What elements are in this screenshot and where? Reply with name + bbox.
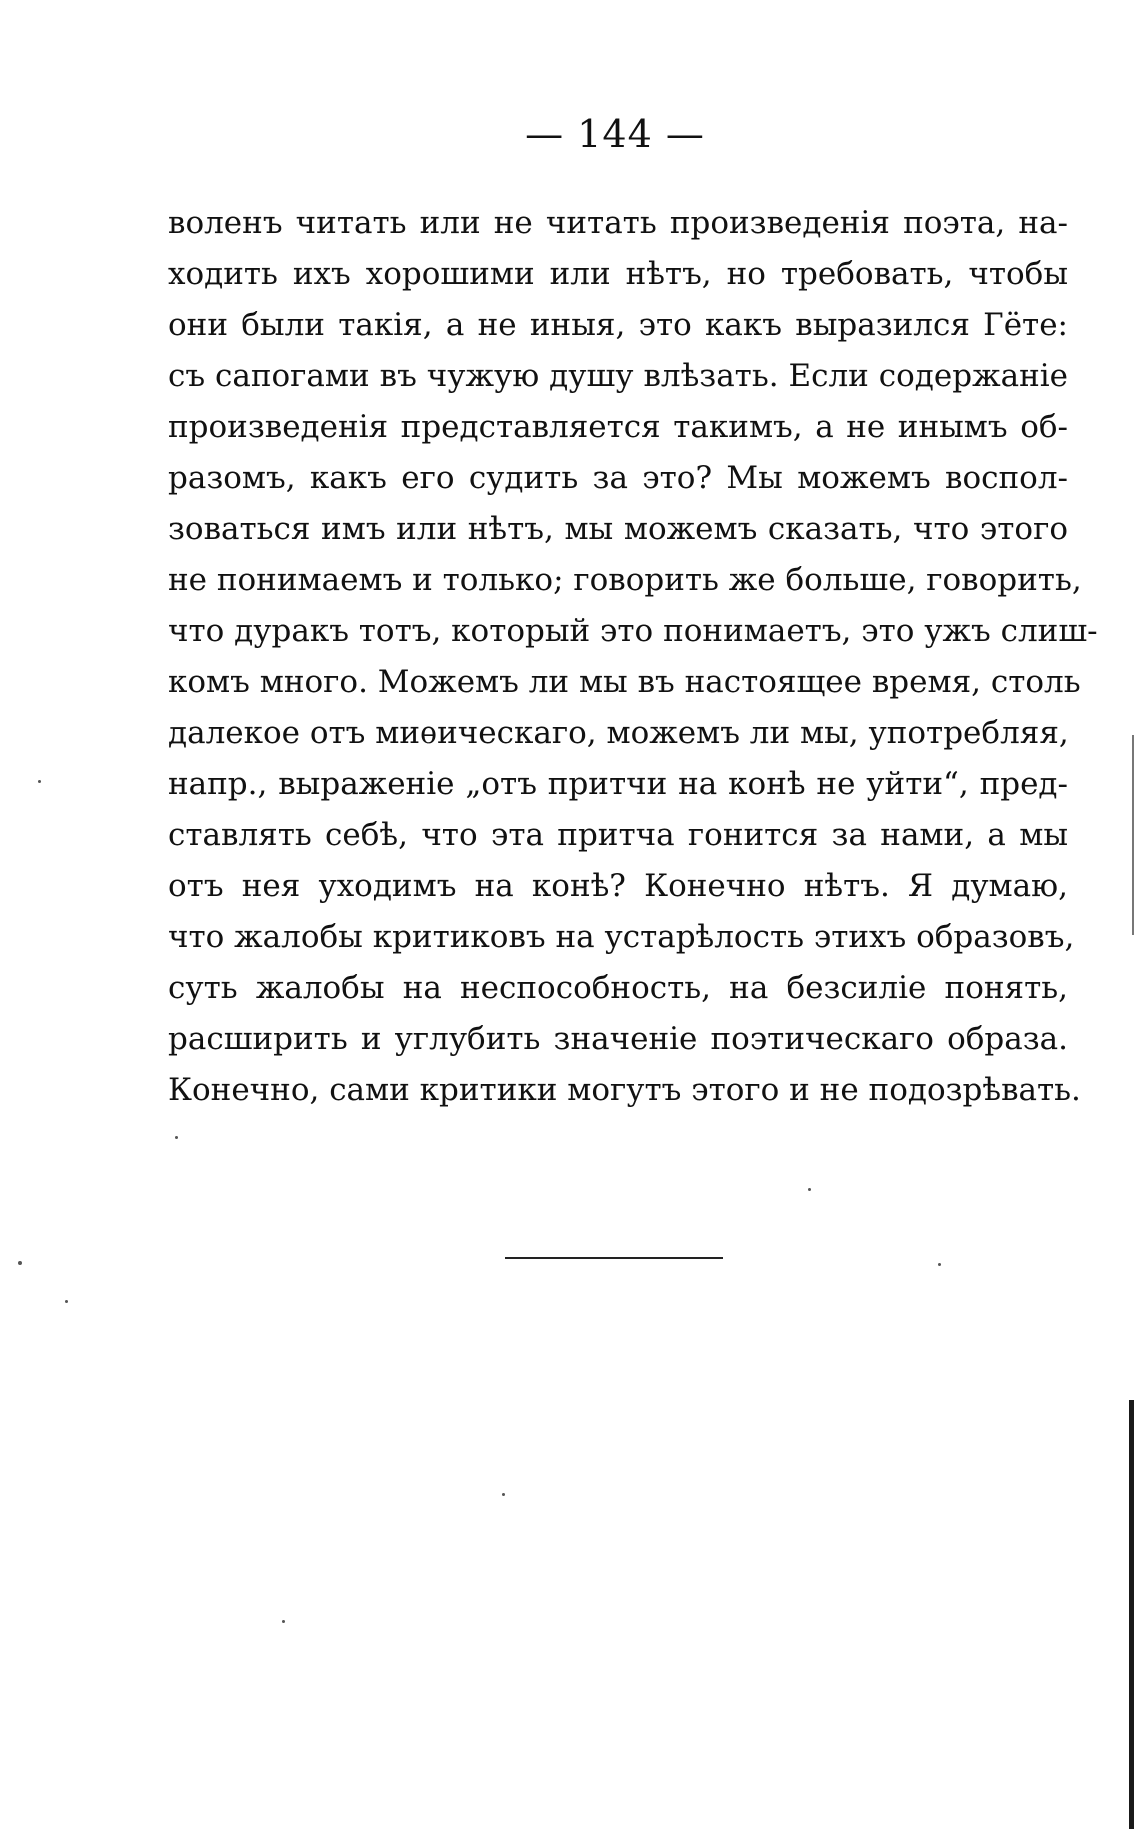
scan-speck: [938, 1263, 941, 1266]
scan-speck: [65, 1300, 68, 1303]
text-line: что дуракъ тотъ, который это понимаетъ, это ужъ слиш-: [168, 613, 1098, 649]
text-line: ставлять себѣ, что эта притча гонится за нами, а мы: [168, 817, 1068, 853]
body-paragraph: [168, 198, 1098, 1116]
text-line: Конечно, сами критики могутъ этого и не подозрѣвать.: [168, 1072, 1081, 1108]
scan-edge-mark: [1129, 1400, 1134, 1829]
text-line: отъ нея уходимъ на конѣ? Конечно нѣтъ. Я думаю,: [168, 868, 1068, 904]
text-line: суть жалобы на неспособность, на безсиліе понять,: [168, 970, 1068, 1006]
scan-speck: [502, 1493, 505, 1496]
text-line: что жалобы критиковъ на устарѣлость этихъ образовъ,: [168, 919, 1075, 955]
text-line: не понимаемъ и только; говорить же больше, говорить,: [168, 562, 1082, 598]
text-line: комъ много. Можемъ ли мы въ настоящее время, столь: [168, 664, 1081, 700]
page-number: — 144 —: [525, 112, 705, 156]
text-line: ходить ихъ хорошими или нѣтъ, но требовать, чтобы: [168, 256, 1068, 292]
section-end-rule: [505, 1257, 723, 1259]
text-line: напр., выраженіе „отъ притчи на конѣ не уйти“, пред-: [168, 766, 1068, 802]
text-line: произведенія представляется такимъ, а не инымъ об-: [168, 409, 1068, 445]
text-line: воленъ читать или не читать произведенія поэта, на-: [168, 205, 1068, 241]
scan-speck: [808, 1188, 811, 1191]
text-line: съ сапогами въ чужую душу влѣзать. Если содержаніе: [168, 358, 1068, 394]
text-line: они были такія, а не иныя, это какъ выразился Гёте:: [168, 307, 1068, 343]
scan-edge-mark: [1132, 735, 1134, 935]
scan-speck: [282, 1620, 285, 1623]
scan-speck: [18, 1261, 22, 1265]
text-line: расширить и углубить значеніе поэтическаго образа.: [168, 1021, 1068, 1057]
scan-speck: [38, 780, 41, 783]
scan-speck: [175, 1136, 178, 1139]
text-line: разомъ, какъ его судить за это? Мы можемъ воспол-: [168, 460, 1068, 496]
text-line: далекое отъ миѳическаго, можемъ ли мы, употребляя,: [168, 715, 1069, 751]
text-line: зоваться имъ или нѣтъ, мы можемъ сказать, что этого: [168, 511, 1068, 547]
